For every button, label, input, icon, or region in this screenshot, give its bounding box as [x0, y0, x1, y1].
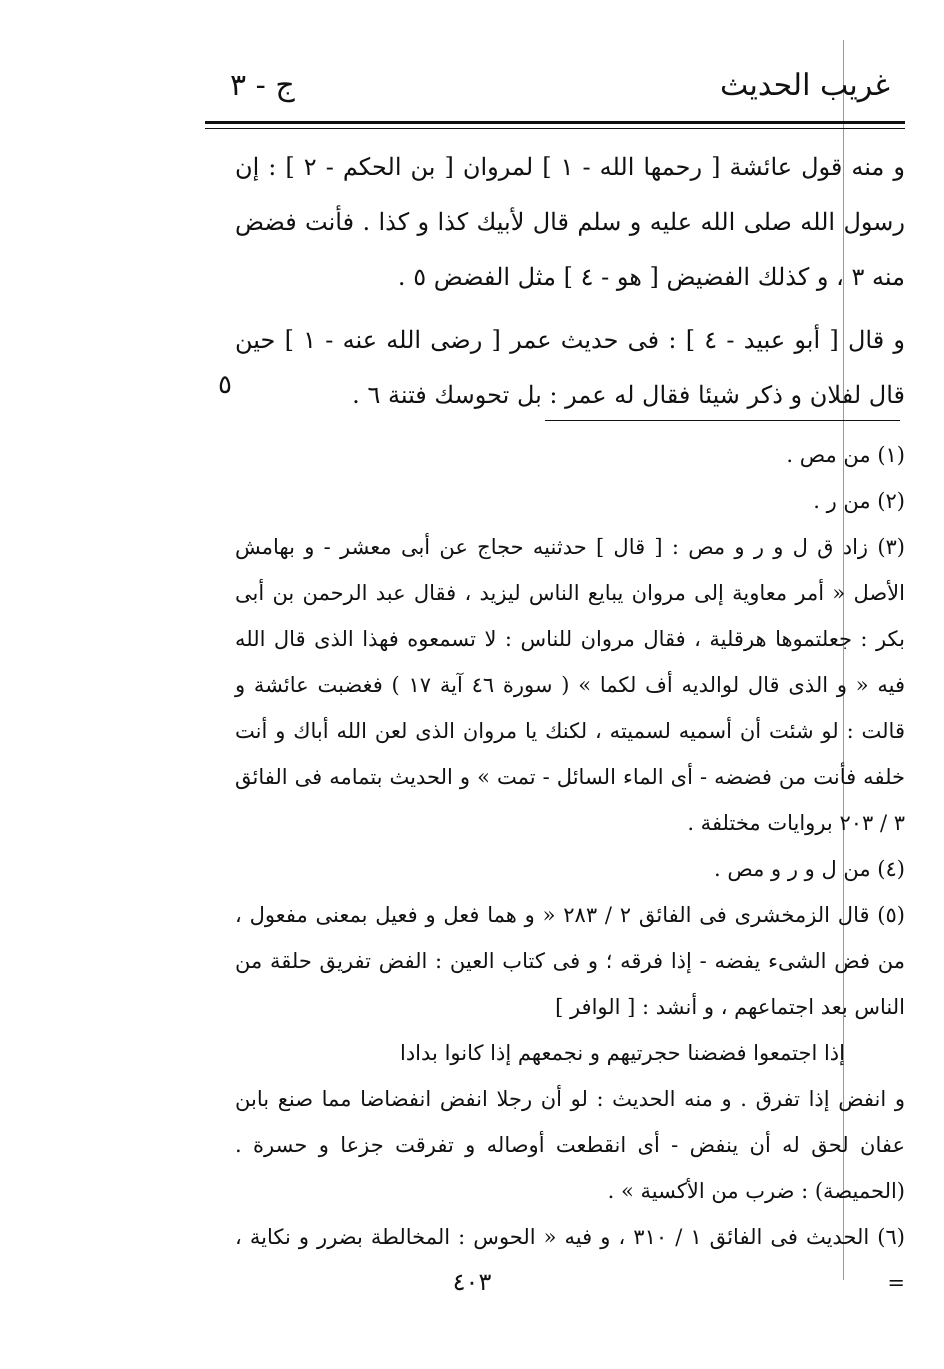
footnote-3: (٣) زاد ق ل و ر و مص : [ قال ] حدثنيه حجاج عن أبى معشر - و بهامش الأصل « أمر معاوية إلى مروان يبايع الناس ليزيد ، فقال عبد الرحمن بن أبى بكر : جعلتموها هرقلية ، فقال مروان للناس : لا تسمعوه فهذا الذى قال الله فيه « و الذى قال لوالديه أف لكما » ( سورة ٤٦ آية ١٧ ) فغضبت عائشة و قالت : لو شئت أن أسميه لسميته ، لكنك يا مروان الذى لعن الله أباك و أنت خلفه فأنت من فضضه - أى الماء السائل - تمت » و الحديث بتمامه فى الفائق ٣ / ٢٠٣ بروايات مختلفة . — [235, 535, 905, 835]
footnote-1: (١) من مص . — [786, 443, 905, 467]
main-text — [235, 140, 905, 431]
footnote-separator — [545, 420, 900, 421]
footnote-5-continued: و انفض إذا تفرق . و منه الحديث : لو أن رجلا انفض انفضاضا مما صنع بابن عفان لحق له أن ينفض - أى انقطعت أوصاله و تفرقت جزعا و حسرة . (الحميصة) : ضرب من الأكسية » . — [235, 1087, 905, 1203]
book-title: غريب الحديث — [720, 68, 890, 103]
running-header — [200, 62, 900, 112]
footnote-2: (٢) من ر . — [813, 489, 905, 513]
paragraph-2: و قال [ أبو عبيد - ٤ ] : فى حديث عمر [ رضى الله عنه - ١ ] حين قال لفلان و ذكر شيئا فقال له عمر : بل تحوسك فتنة ٦ . — [235, 326, 905, 409]
footnote-4: (٤) من ل و ر و مص . — [714, 857, 905, 881]
line-number: ٥ — [218, 370, 232, 400]
paragraph-1: و منه قول عائشة [ رحمها الله - ١ ] لمروان [ بن الحكم - ٢ ] : إن رسول الله صلى الله عليه و سلم قال لأبيك كذا و كذا . فأنت فضض منه ٣ ، و كذلك الفضيض [ هو - ٤ ] مثل الفضض ٥ . — [235, 153, 905, 291]
footnote-6: (٦) الحديث فى الفائق ١ / ٣١٠ ، و فيه « الحوس : المخالطة بضرر و نكاية ، = — [235, 1225, 905, 1295]
page-number: ٤٠٣ — [452, 1268, 492, 1296]
poetry-verse: إذا اجتمعوا فضضنا حجرتيهم و نجمعهم إذا كانوا بدادا — [400, 1041, 845, 1065]
header-rule-thin — [205, 128, 905, 129]
volume-label: ج - ٣ — [230, 68, 295, 103]
footnotes — [235, 432, 905, 1306]
footnote-5: (٥) قال الزمخشرى فى الفائق ٢ / ٢٨٣ « و هما فعل و فعيل بمعنى مفعول ، من فض الشىء يفضه - إذا فرقه ؛ و فى كتاب العين : الفض تفريق حلقة من الناس بعد اجتماعهم ، و أنشد : [ الوافر ] — [235, 903, 905, 1019]
header-rule-thick — [205, 121, 905, 124]
